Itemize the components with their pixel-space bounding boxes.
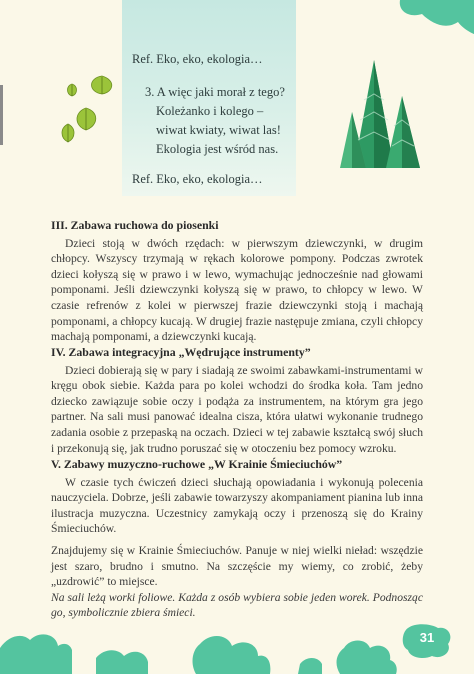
story-instruction: Na sali leżą worki foliowe. Każda z osób wybiera sobie jeden worek. Podnosząc go, symbolicznie zbiera śmieci. <box>51 590 423 620</box>
section-heading: IV. Zabawa integracyjna „Wędrujące instrumenty” <box>51 345 311 359</box>
verse-line: Koleżanko i kolego – <box>156 104 264 118</box>
section-paragraph: W czasie tych ćwiczeń dzieci słuchają opowiadania i wykonują polecenia nauczyciela. Dobrze, jeśli zabawie towarzyszy akompaniament pianina lub inna ilustracja muzyczna. Uczestnicy zamykają oczy i przenoszą się do Krainy Śmieciuchów. <box>51 475 423 536</box>
verse-3 <box>145 83 285 159</box>
verse-line: Ekologia jest wśród nas. <box>156 142 279 156</box>
section-paragraph: Dzieci stoją w dwóch rzędach: w pierwszym dziewczynki, w drugim chłopcy. Wszyscy trzymają w rękach kolorowe pompony. Podczas zwrotek dzieci kołyszą się w prawo i w lewo, wymachując jednocześnie nad głowami pomponami. Jeśli dziewczynki kołyszą się w prawo, to chłopcy w lewo. W czasie refrenów z kolei w pierwszej frazie dziewczynki stoją i machają pomponami, a chłopcy kucają. W drugiej frazie następuje zmiana, czyli chłopcy machają pomponami, a dziewczynki kucają. <box>51 236 423 344</box>
refrain-line: Ref. Eko, eko, ekologia… <box>132 52 263 66</box>
section-4 <box>51 345 423 456</box>
section-heading: III. Zabawa ruchowa do piosenki <box>51 218 219 232</box>
corner-blob-top-right <box>380 0 474 40</box>
section-heading: V. Zabawy muzyczno-ruchowe „W Krainie Śmieciuchów” <box>51 457 343 471</box>
refrain-line: Ref. Eko, eko, ekologia… <box>132 172 263 186</box>
page-number-badge <box>402 624 452 658</box>
story-block <box>51 543 423 621</box>
story-text: Znajdujemy się w Krainie Śmieciuchów. Panuje w niej wielki nieład: wszędzie jest szaro, brudno i smutno. Na szczęście my wiemy, co zrobić, żeby „uzdrowić” to miejsce. <box>51 544 423 589</box>
left-margin-rule <box>0 85 3 145</box>
section-5 <box>51 457 423 537</box>
page-number: 31 <box>419 630 435 645</box>
section-3 <box>51 218 423 345</box>
leaves-illustration <box>58 72 120 150</box>
section-paragraph: Dzieci dobierają się w pary i siadają ze swoimi zabawkami-instrumentami w kręgu obok siebie. Każda para po kolei wchodzi do środka koła. Tam jedno dziecko zawiązuje sobie oczy i podąża za instrumentem, na którym gra jego partner. Na sali musi panować idealna cisza, która ułatwi wykonanie trudnego zadania osobie z przepaską na oczach. Dzieci w tej zabawie kształcą swój słuch i przekonują się, jak trudno poruszać się w otoczeniu bez pomocy wzroku. <box>51 363 423 455</box>
verse-line: 3. A więc jaki morał z tego? <box>145 85 285 99</box>
trees-illustration <box>338 60 422 172</box>
verse-line: wiwat kwiaty, wiwat las! <box>156 123 281 137</box>
